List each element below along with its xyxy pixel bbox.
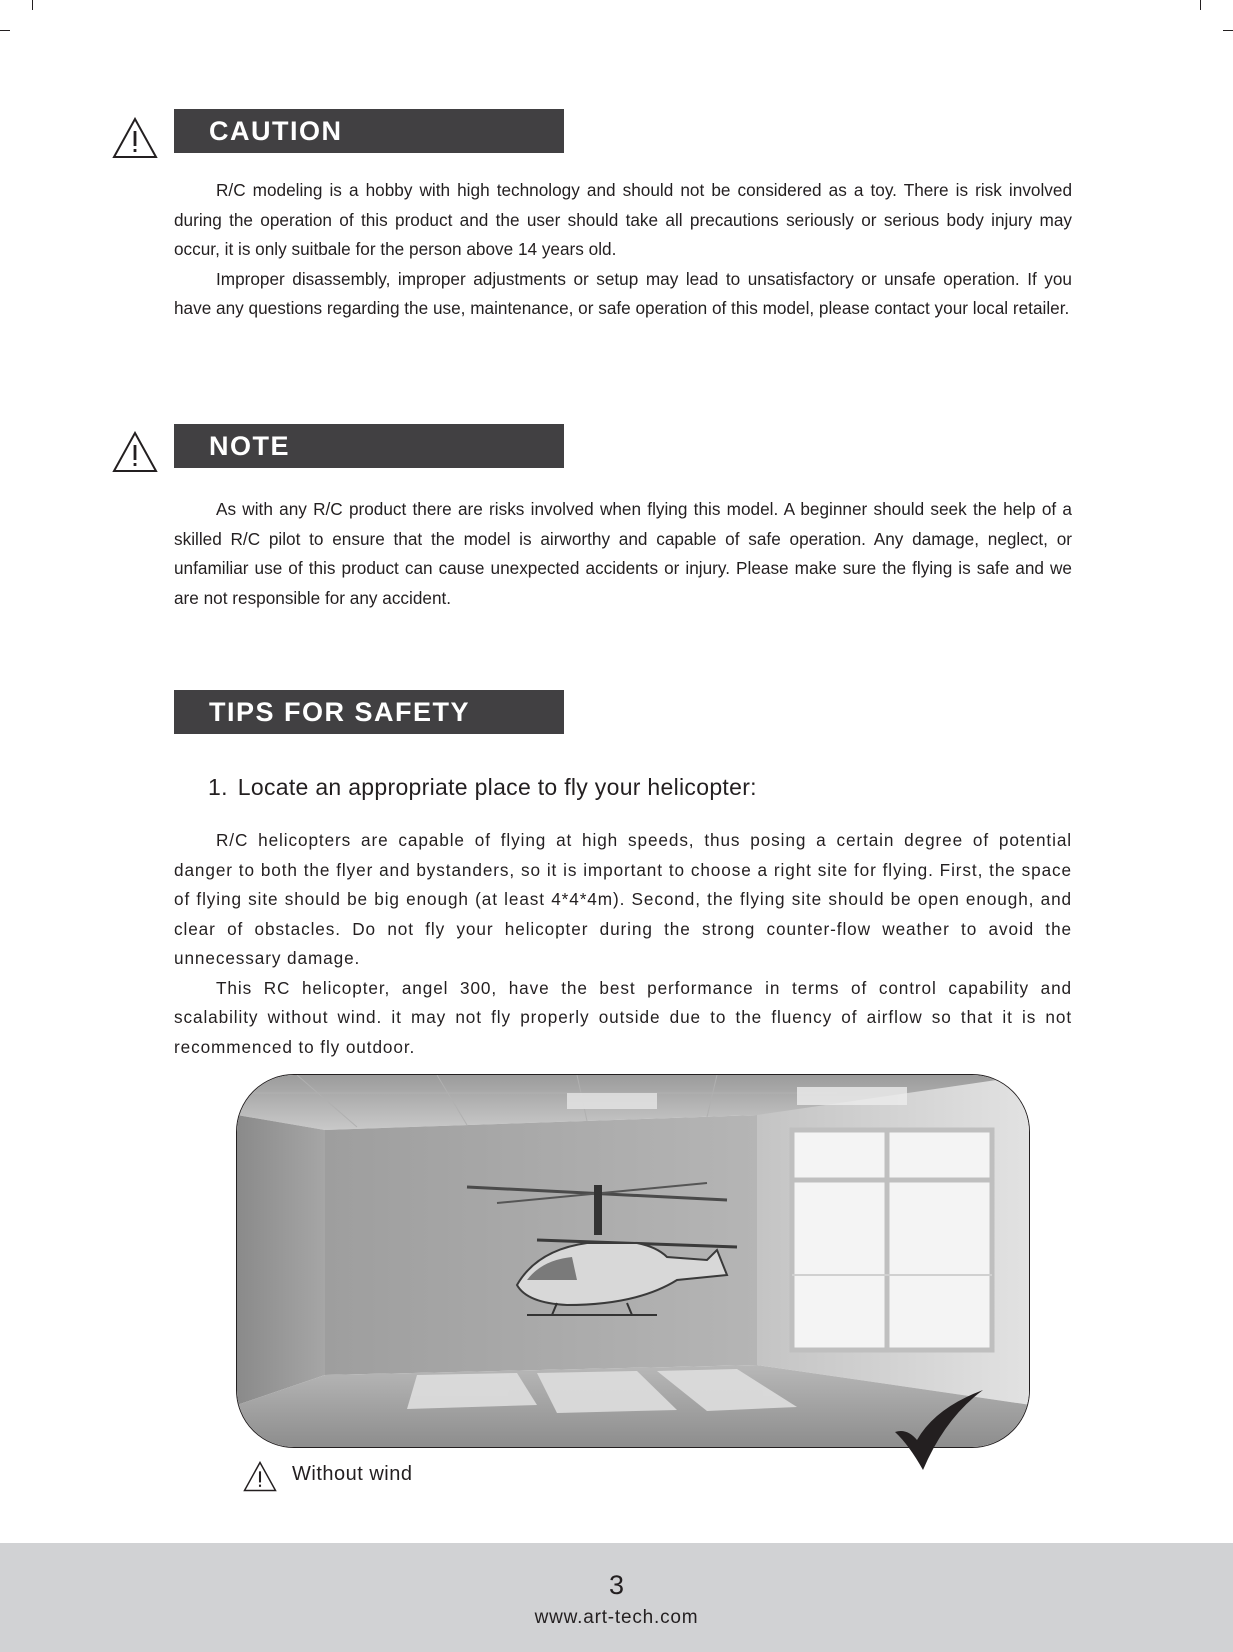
warning-icon <box>112 117 158 159</box>
caution-body <box>174 176 1072 324</box>
website-url: www.art-tech.com <box>534 1607 699 1628</box>
tips-heading: TIPS FOR SAFETY <box>174 690 564 734</box>
tip-item-title: Locate an appropriate place to fly your helicopter: <box>237 774 757 800</box>
page-number: 3 <box>608 1570 625 1600</box>
crop-mark <box>0 30 10 31</box>
note-heading: NOTE <box>174 424 564 468</box>
note-body <box>174 495 1072 613</box>
tips-body <box>174 826 1072 1062</box>
caution-paragraph-2: Improper disassembly, improper adjustments or setup may lead to unsatisfactory or unsafe operation. If you have any questions regarding the use, maintenance, or safe operation of this model, please contact your local retailer. <box>174 268 1072 318</box>
photo-caption: Without wind <box>292 1463 413 1485</box>
note-paragraph: As with any R/C product there are risks involved when flying this model. A beginner should seek the help of a skilled R/C pilot to ensure that the model is airworthy and capable of safe operation. Any damage, neglect, or unfamiliar use of this product can cause unexpected accidents or injury. Please make sure the flying is safe and we are not responsible for any accident. <box>174 499 1072 608</box>
tip-item-heading <box>208 774 757 801</box>
crop-mark <box>1223 30 1233 31</box>
caution-paragraph-1: R/C modeling is a hobby with high technology and should not be considered as a toy. There is risk involved during the operation of this product and the user should take all precautions seriously or serious body injury may occur, it is only suitbale for the person above 14 years old. <box>174 180 1072 259</box>
crop-mark <box>1200 0 1201 10</box>
warning-icon <box>112 431 158 473</box>
checkmark-icon <box>895 1390 985 1472</box>
tip-item-number: 1. <box>208 774 228 800</box>
tips-paragraph-2: This RC helicopter, angel 300, have the best performance in terms of control capability and scalability without wind. it may not fly properly outside due to the fluency of airflow so that it is not recommenced to fly outdoor. <box>174 977 1072 1057</box>
caution-heading: CAUTION <box>174 109 564 153</box>
crop-mark <box>32 0 33 10</box>
tips-paragraph-1: R/C helicopters are capable of flying at high speeds, thus posing a certain degree of potential danger to both the flyer and bystanders, so it is important to choose a right site for flying. First, the space of flying site should be big enough (at least 4*4*4m). Second, the flying site should be open enough, and clear of obstacles. Do not fly your helicopter during the strong counter-flow weather to avoid the unnecessary damage. <box>174 830 1072 968</box>
warning-icon <box>243 1461 277 1492</box>
